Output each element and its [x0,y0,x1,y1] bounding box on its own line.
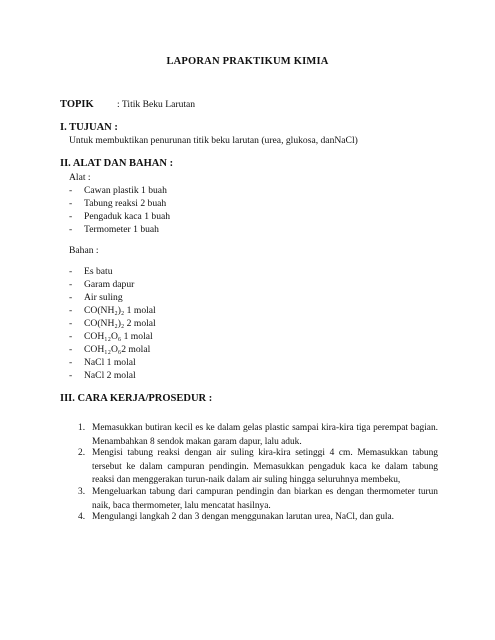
step-text: Mengeluarkan tabung dari campuran pendingin dan biarkan es dengan thermometer turun naik, baca thermometer, lalu mencatat hasilnya. [92,487,438,511]
bahan-item: Garam dapur [84,279,135,290]
dash-bullet: - [69,357,73,368]
bahan-item: COH₁₂O₆2 molal [84,344,151,355]
bahan-item: CO(NH₂)₂ 2 molal [84,318,156,329]
alat-label: Alat : [69,172,91,183]
step-number: 1. [78,423,86,433]
step-text: Mengisi tabung reaksi dengan air suling kira-kira setinggi 4 cm. Memasukkan tabung tersebut ke dalam campuran pendingin. Memasukkan pengaduk kaca ke dalam tabung reaksi dan menggerakan turun-naik dalam air suling hingga seluruhnya membeku, [92,448,438,485]
dash-bullet: - [69,331,73,342]
dash-bullet: - [69,305,73,316]
step-number: 2. [78,448,86,458]
tujuan-heading: I. TUJUAN : [60,122,118,133]
alat-item: Tabung reaksi 2 buah [84,198,167,209]
step-number: 4. [78,512,86,522]
alat-bahan-heading: II. ALAT DAN BAHAN : [60,158,174,169]
tujuan-text: Untuk membuktikan penurunan titik beku larutan (urea, glukosa, danNaCl) [69,135,358,146]
alat-item: Cawan plastik 1 buah [84,185,167,196]
dash-bullet: - [69,266,73,277]
dash-bullet: - [69,211,73,222]
bahan-item: Air suling [84,292,123,303]
bahan-item: COH₁₂O₆ 1 molal [84,331,153,342]
topic-label: TOPIK [60,99,94,110]
step-text: Mengulangi langkah 2 dan 3 dengan menggunakan larutan urea, NaCl, dan gula. [92,512,394,522]
document-title: LAPORAN PRAKTIKUM KIMIA [166,56,329,67]
bahan-item: NaCl 2 molal [84,370,136,381]
dash-bullet: - [69,198,73,209]
alat-item: Termometer 1 buah [84,224,159,235]
bahan-item: NaCl 1 molal [84,357,136,368]
alat-item: Pengaduk kaca 1 buah [84,211,171,222]
step-number: 3. [78,487,86,497]
dash-bullet: - [69,292,73,303]
dash-bullet: - [69,370,73,381]
dash-bullet: - [69,279,73,290]
topic-value: : Titik Beku Larutan [117,99,196,110]
dash-bullet: - [69,344,73,355]
dash-bullet: - [69,318,73,329]
dash-bullet: - [69,185,73,196]
prosedur-heading: III. CARA KERJA/PROSEDUR : [60,393,213,404]
dash-bullet: - [69,224,73,235]
bahan-item: Es batu [84,266,113,277]
bahan-label: Bahan : [69,245,99,256]
step-text: Memasukkan butiran kecil es ke dalam gelas plastic sampai kira-kira tiga perempat bagian. Menambahkan 8 sendok makan garam dapur, lalu aduk. [92,423,438,447]
bahan-item: CO(NH₂)₂ 1 molal [84,305,156,316]
